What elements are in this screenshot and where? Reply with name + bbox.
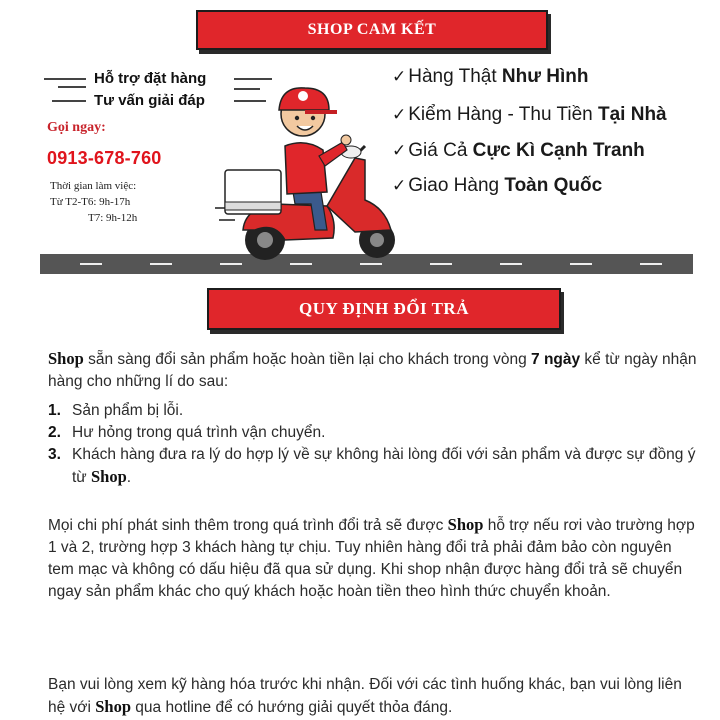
delivery-scooter-icon	[215, 80, 405, 262]
cost-paragraph: Mọi chi phí phát sinh thêm trong quá trình đổi trả sẽ được Shop hỗ trợ nếu rơi vào trường hợp 1 và 2, trường hợp 3 khách hàng tự chịu. Tuy nhiên hàng đổi trả phải đảm bảo còn nguyên tem mạc và không có dấu hiệu đã qua sử dụng. Khi shop nhận được hàng đổi trả sẽ chuyển ngay sản phẩm khác cho quý khách hoặc hoàn tiền theo hình thức chuyển khoản.	[48, 515, 695, 600]
commitment-banner: SHOP CAM KẾT	[196, 10, 548, 50]
speed-line	[44, 78, 86, 80]
working-hours-saturday: T7: 9h-12h	[88, 212, 138, 224]
commitment-item: ✓ Giá Cả Cực Kì Cạnh Tranh	[392, 140, 645, 161]
speed-line	[58, 86, 86, 88]
support-line-1: Hỗ trợ đặt hàng	[94, 70, 207, 87]
call-now-label: Gọi ngay:	[47, 120, 106, 135]
reason-list	[48, 400, 698, 489]
hotline-number: 0913-678-760	[47, 148, 162, 168]
return-policy-banner: QUY ĐỊNH ĐỔI TRẢ	[207, 288, 561, 330]
list-item: 3. Khách hàng đưa ra lý do hợp lý về sự không hài lòng đối với sản phẩm và được sự đồng ý từ Shop.	[48, 446, 696, 486]
list-item: 1. Sản phẩm bị lỗi.	[48, 402, 184, 419]
policy-intro: Shop sẵn sàng đổi sản phẩm hoặc hoàn tiền lại cho khách trong vòng 7 ngày kể từ ngày nhận hàng cho những lí do sau:	[48, 349, 697, 390]
working-hours-title: Thời gian làm việc:	[50, 180, 137, 192]
commitment-item: ✓ Kiểm Hàng - Thu Tiền Tại Nhà	[392, 104, 667, 125]
check-icon: ✓	[392, 105, 407, 124]
speed-line	[52, 100, 86, 102]
check-icon: ✓	[392, 67, 407, 86]
working-hours-weekday: Từ T2-T6: 9h-17h	[50, 196, 131, 208]
commitment-item: ✓ Giao Hàng Toàn Quốc	[392, 175, 603, 196]
closing-paragraph: Bạn vui lòng xem kỹ hàng hóa trước khi nhận. Đối với các tình huống khác, bạn vui lòng liên hệ với Shop qua hotline để có hướng giải quyết thỏa đáng.	[48, 676, 682, 716]
check-icon: ✓	[392, 176, 407, 195]
support-line-2: Tư vấn giải đáp	[94, 92, 205, 109]
check-icon: ✓	[392, 141, 407, 160]
list-item: 2. Hư hỏng trong quá trình vận chuyển.	[48, 424, 326, 441]
commitment-item: ✓ Hàng Thật Như Hình	[392, 66, 589, 87]
